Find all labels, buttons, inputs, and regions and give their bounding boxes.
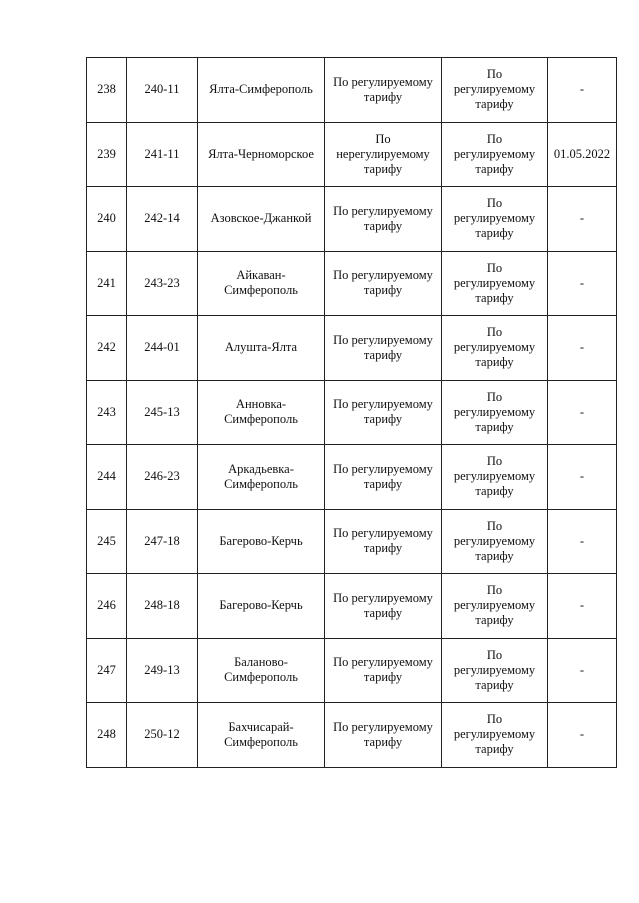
routes-table-body xyxy=(87,58,617,768)
tariff-new: По регулируемому тарифу xyxy=(442,509,548,574)
effective-date: - xyxy=(548,380,617,445)
route-name: Баланово- Симферополь xyxy=(198,638,325,703)
tariff-new: По регулируемому тарифу xyxy=(442,187,548,252)
route-name: Азовское-Джанкой xyxy=(198,187,325,252)
tariff-new: По регулируемому тарифу xyxy=(442,316,548,381)
tariff-current: По регулируемому тарифу xyxy=(325,445,442,510)
row-number: 246 xyxy=(87,574,127,639)
row-number: 241 xyxy=(87,251,127,316)
route-code: 245-13 xyxy=(127,380,198,445)
tariff-current: По регулируемому тарифу xyxy=(325,574,442,639)
row-number: 239 xyxy=(87,122,127,187)
tariff-new: По регулируемому тарифу xyxy=(442,445,548,510)
row-number: 240 xyxy=(87,187,127,252)
row-number: 248 xyxy=(87,703,127,768)
table-row xyxy=(87,574,617,639)
route-name: Бахчисарай- Симферополь xyxy=(198,703,325,768)
row-number: 242 xyxy=(87,316,127,381)
tariff-current: По регулируемому тарифу xyxy=(325,187,442,252)
route-name: Ялта-Черноморское xyxy=(198,122,325,187)
effective-date: 01.05.2022 xyxy=(548,122,617,187)
tariff-new: По регулируемому тарифу xyxy=(442,703,548,768)
tariff-new: По регулируемому тарифу xyxy=(442,638,548,703)
route-code: 240-11 xyxy=(127,58,198,123)
tariff-current: По регулируемому тарифу xyxy=(325,703,442,768)
table-row xyxy=(87,251,617,316)
effective-date: - xyxy=(548,58,617,123)
table-row xyxy=(87,58,617,123)
effective-date: - xyxy=(548,251,617,316)
table-row xyxy=(87,316,617,381)
route-code: 242-14 xyxy=(127,187,198,252)
row-number: 238 xyxy=(87,58,127,123)
tariff-current: По нерегулируемому тарифу xyxy=(325,122,442,187)
row-number: 245 xyxy=(87,509,127,574)
route-name: Анновка- Симферополь xyxy=(198,380,325,445)
effective-date: - xyxy=(548,638,617,703)
route-code: 246-23 xyxy=(127,445,198,510)
routes-table xyxy=(86,57,617,768)
route-code: 244-01 xyxy=(127,316,198,381)
tariff-current: По регулируемому тарифу xyxy=(325,316,442,381)
row-number: 243 xyxy=(87,380,127,445)
effective-date: - xyxy=(548,316,617,381)
table-row xyxy=(87,509,617,574)
tariff-new: По регулируемому тарифу xyxy=(442,58,548,123)
route-name: Багерово-Керчь xyxy=(198,509,325,574)
route-code: 241-11 xyxy=(127,122,198,187)
table-row xyxy=(87,122,617,187)
tariff-new: По регулируемому тарифу xyxy=(442,251,548,316)
route-code: 250-12 xyxy=(127,703,198,768)
tariff-new: По регулируемому тарифу xyxy=(442,574,548,639)
effective-date: - xyxy=(548,574,617,639)
tariff-current: По регулируемому тарифу xyxy=(325,638,442,703)
route-code: 247-18 xyxy=(127,509,198,574)
effective-date: - xyxy=(548,445,617,510)
route-name: Айкаван- Симферополь xyxy=(198,251,325,316)
route-name: Ялта-Симферополь xyxy=(198,58,325,123)
route-code: 248-18 xyxy=(127,574,198,639)
tariff-new: По регулируемому тарифу xyxy=(442,380,548,445)
tariff-current: По регулируемому тарифу xyxy=(325,58,442,123)
route-name: Аркадьевка- Симферополь xyxy=(198,445,325,510)
tariff-current: По регулируемому тарифу xyxy=(325,509,442,574)
route-code: 243-23 xyxy=(127,251,198,316)
tariff-current: По регулируемому тарифу xyxy=(325,380,442,445)
effective-date: - xyxy=(548,703,617,768)
route-name: Багерово-Керчь xyxy=(198,574,325,639)
tariff-current: По регулируемому тарифу xyxy=(325,251,442,316)
effective-date: - xyxy=(548,509,617,574)
row-number: 247 xyxy=(87,638,127,703)
table-row xyxy=(87,380,617,445)
table-row xyxy=(87,445,617,510)
tariff-new: По регулируемому тарифу xyxy=(442,122,548,187)
route-code: 249-13 xyxy=(127,638,198,703)
row-number: 244 xyxy=(87,445,127,510)
route-name: Алушта-Ялта xyxy=(198,316,325,381)
table-row xyxy=(87,638,617,703)
table-row xyxy=(87,703,617,768)
table-row xyxy=(87,187,617,252)
effective-date: - xyxy=(548,187,617,252)
